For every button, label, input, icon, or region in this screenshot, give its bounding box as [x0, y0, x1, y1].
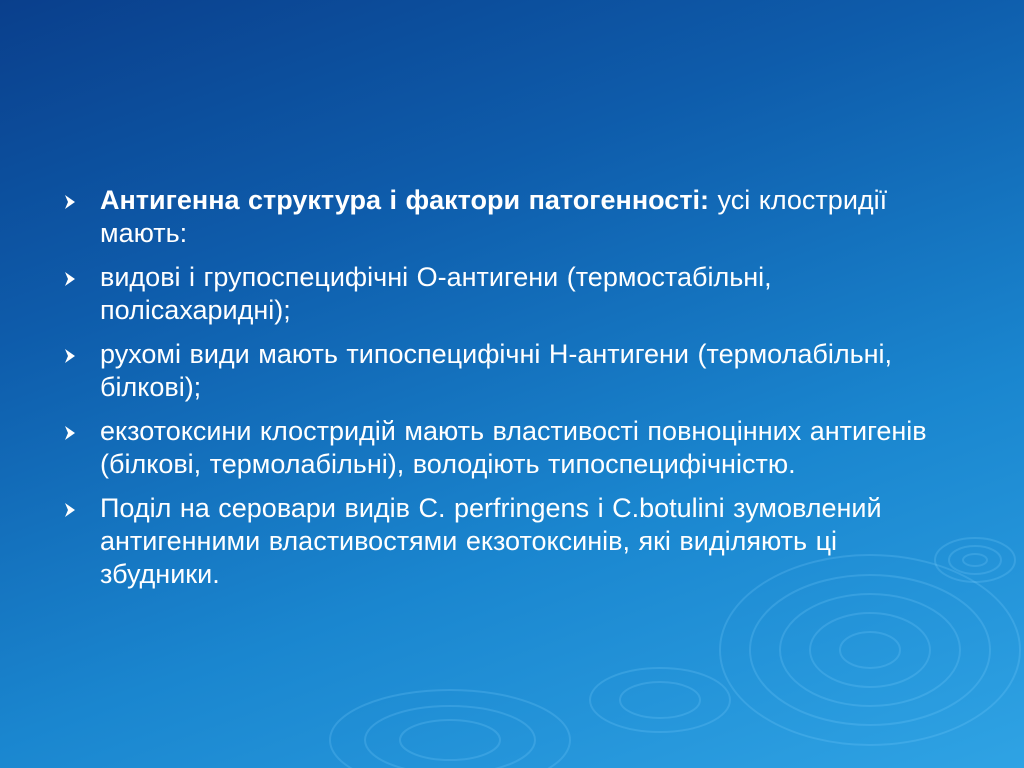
bullet-bold-text: Антигенна структура і фактори патогенності:	[100, 185, 710, 215]
bullet-list	[62, 184, 962, 591]
slide-content	[62, 184, 962, 602]
bullet-item	[62, 415, 962, 481]
chevron-right-arrow-icon	[62, 270, 80, 288]
chevron-right-arrow-icon	[62, 347, 80, 365]
bullet-item	[62, 261, 962, 327]
chevron-right-arrow-icon	[62, 193, 80, 211]
bullet-text: рухомі види мають типоспецифічні Н-антигени (термолабільні, білкові);	[100, 339, 893, 402]
bullet-item	[62, 492, 962, 591]
bullet-item	[62, 338, 962, 404]
bullet-text: видові і групоспецифічні О-антигени (термостабільні, полісахаридні);	[100, 262, 772, 325]
bullet-text: Поділ на серовари видів C. perfringens і C.botulini зумовлений антигенними властивостями екзотоксинів, які виділяють ці збудники.	[100, 493, 882, 589]
bullet-text: екзотоксини клостридій мають властивості повноцінних антигенів (білкові, термолабільні), володіють типоспецифічністю.	[100, 416, 927, 479]
chevron-right-arrow-icon	[62, 501, 80, 519]
bullet-text: усі клостридії мають:	[100, 185, 888, 248]
chevron-right-arrow-icon	[62, 424, 80, 442]
bullet-item	[62, 184, 962, 250]
